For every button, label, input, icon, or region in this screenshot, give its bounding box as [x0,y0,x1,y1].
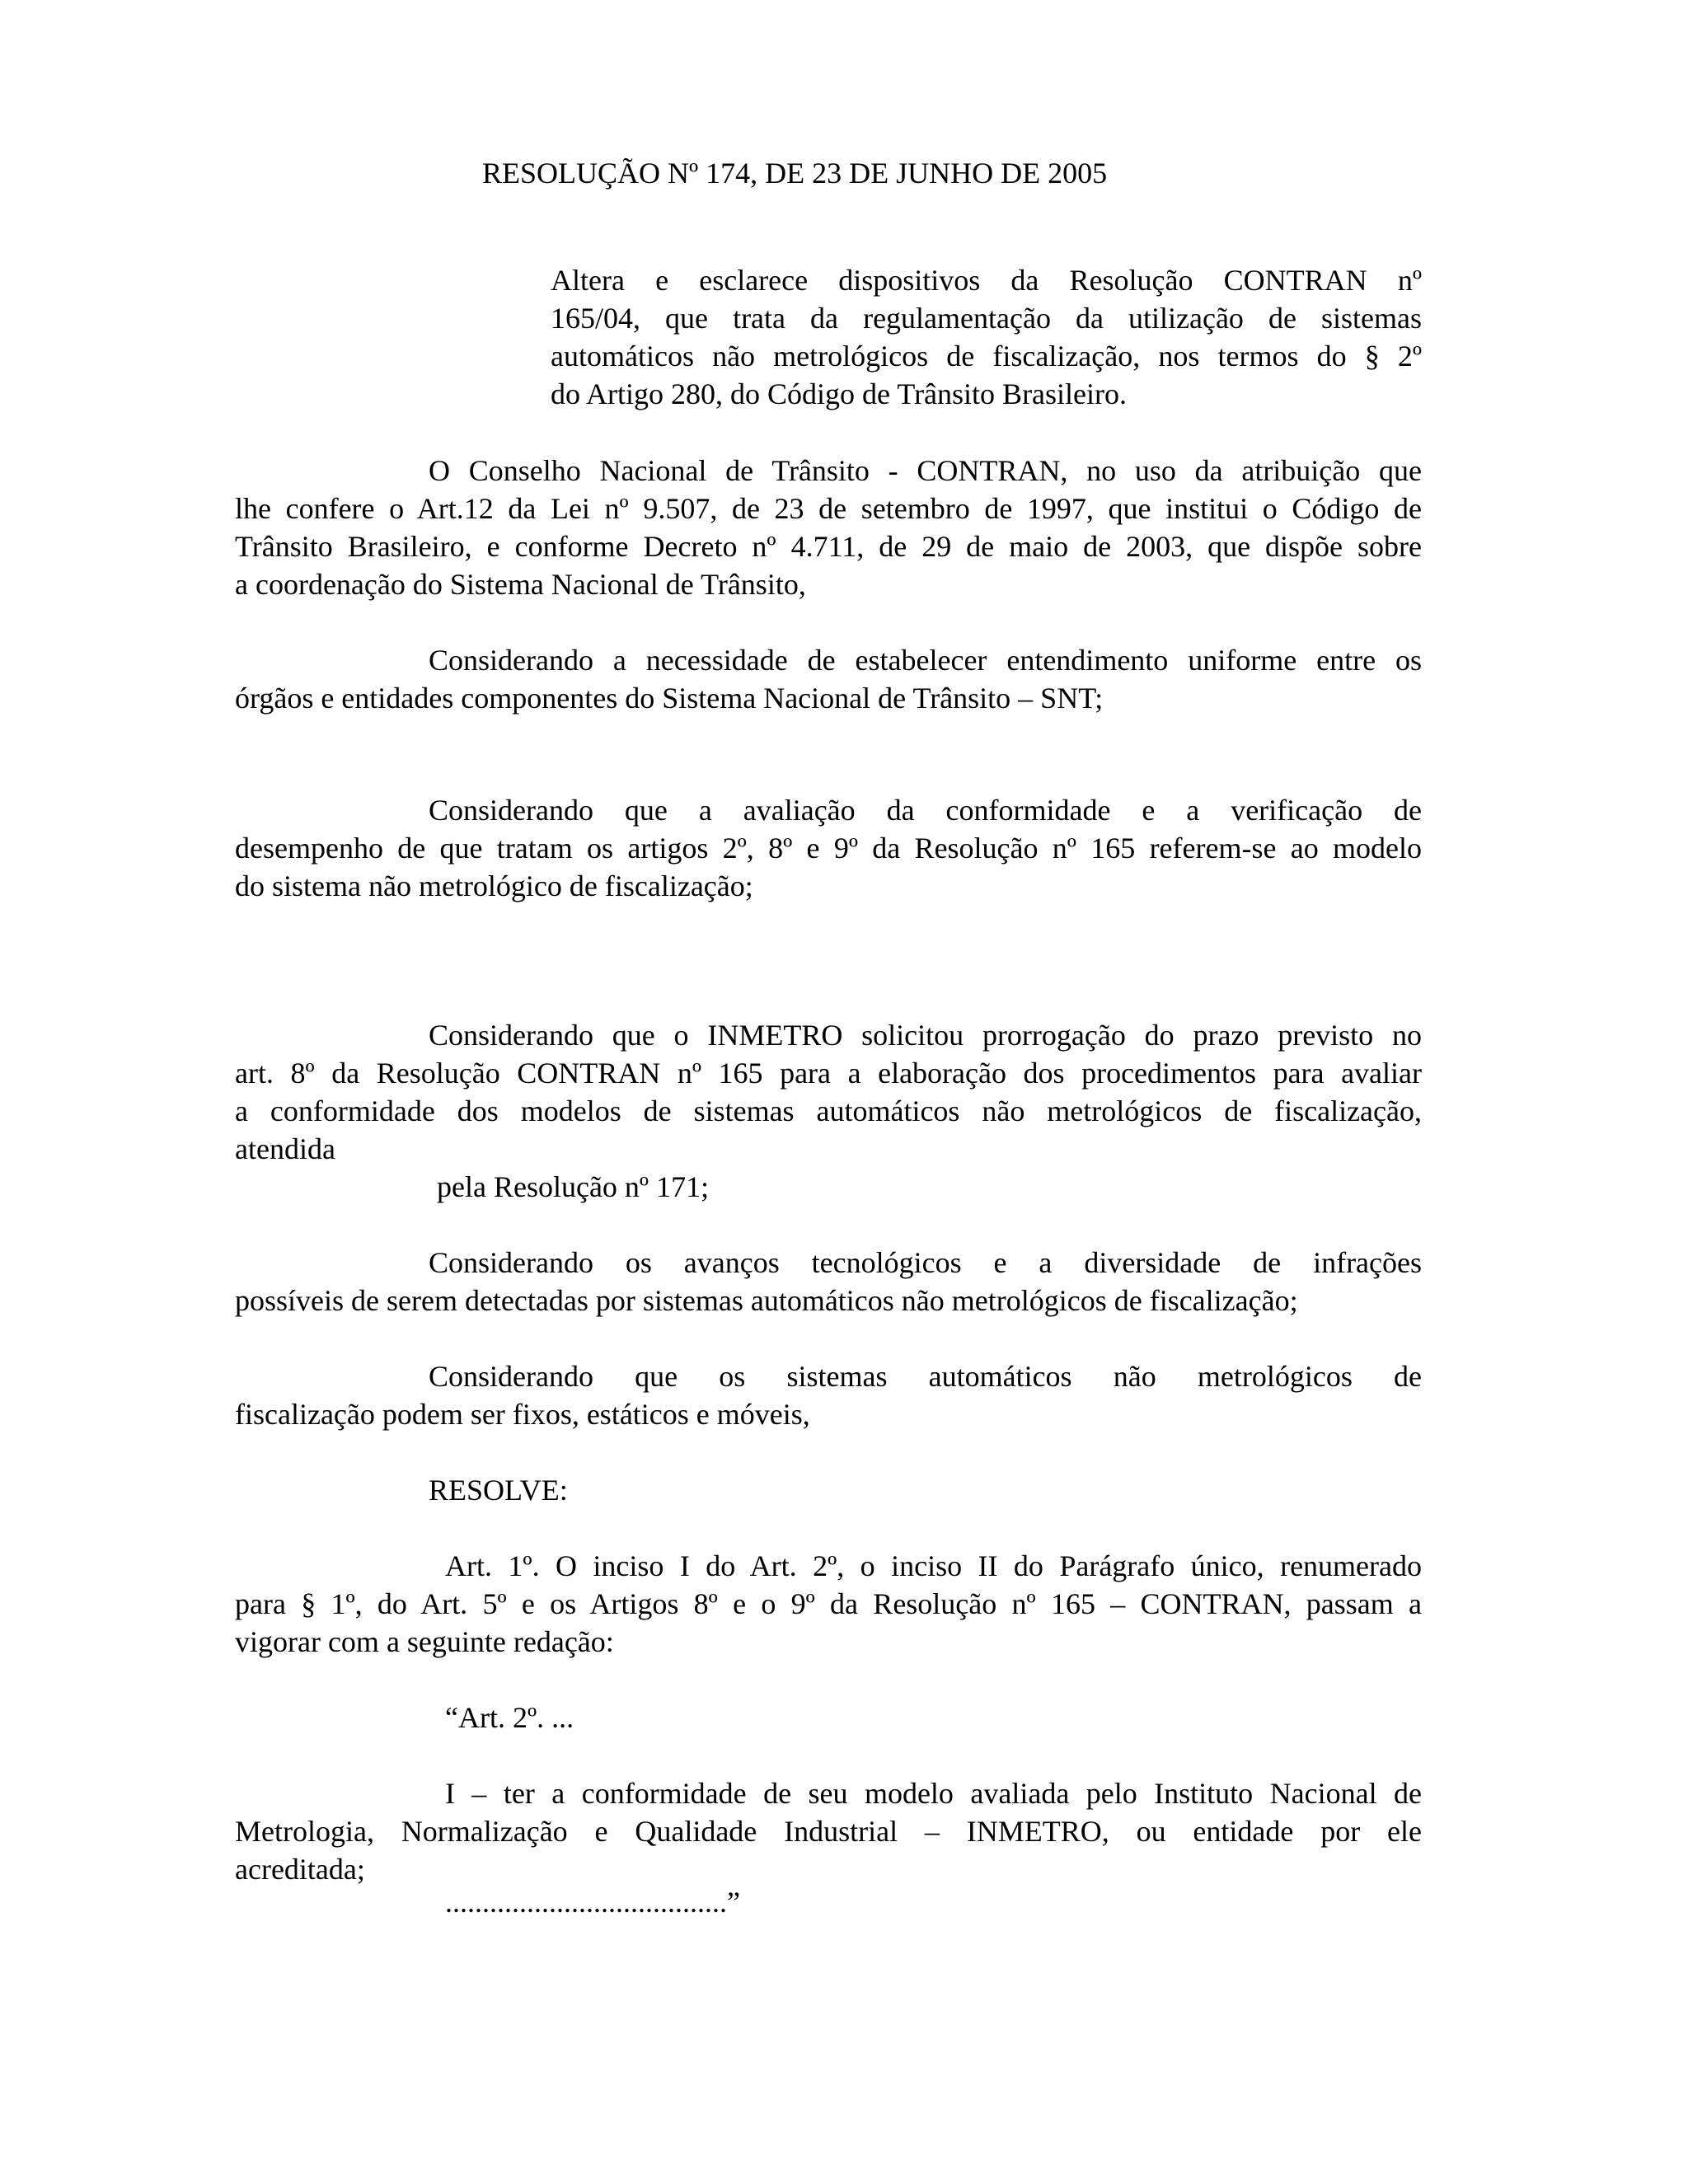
considerando-4-line-1: Considerando os avanços tecnológicos e a diversidade de infrações [429,1246,1422,1279]
considerando-2-line-3: do sistema não metrológico de fiscalização; [235,869,753,902]
considerando-2-line-2: desempenho de que tratam os artigos 2º, 8º e 9º da Resolução nº 165 referem-se ao modelo [235,832,1422,865]
preamble-line-1: O Conselho Nacional de Trânsito - CONTRAN, no uso da atribuição que [429,454,1422,487]
inciso-i-line-1: I – ter a conformidade de seu modelo avaliada pelo Instituto Nacional de [445,1777,1422,1810]
considerando-1-line-2: órgãos e entidades componentes do Sistema Nacional de Trânsito – SNT; [235,682,1104,715]
considerando-3-line-1: Considerando que o INMETRO solicitou prorrogação do prazo previsto no [429,1019,1422,1052]
considerando-3-line-2: art. 8º da Resolução CONTRAN nº 165 para a elaboração dos procedimentos para avaliar [235,1057,1422,1090]
art1-line-1: Art. 1º. O inciso I do Art. 2º, o inciso II do Parágrafo único, renumerado [445,1549,1422,1582]
art1-line-3: vigorar com a seguinte redação: [235,1625,614,1658]
art1-line-2: para § 1º, do Art. 5º e os Artigos 8º e o 9º da Resolução nº 165 – CONTRAN, passam a [235,1587,1422,1620]
preamble-line-2: lhe confere o Art.12 da Lei nº 9.507, de 23 de setembro de 1997, que institui o Código de [235,492,1422,525]
considerando-5-line-1: Considerando que os sistemas automáticos não metrológicos de [429,1360,1422,1393]
ementa-line-2: 165/04, que trata da regulamentação da utilização de sistemas [551,302,1422,335]
considerando-1-line-1: Considerando a necessidade de estabelecer entendimento uniforme entre os [429,644,1422,677]
ementa-line-3: automáticos não metrológicos de fiscalização, nos termos do § 2º [551,340,1422,373]
considerando-3-line-5: pela Resolução nº 171; [437,1170,710,1203]
inciso-i-line-2: Metrologia, Normalização e Qualidade Industrial – INMETRO, ou entidade por ele [235,1815,1422,1848]
considerando-3-line-3: a conformidade dos modelos de sistemas automáticos não metrológicos de fiscalização, [235,1094,1422,1127]
considerando-5-line-2: fiscalização podem ser fixos, estáticos e móveis, [235,1398,810,1431]
ementa-line-4: do Artigo 280, do Código de Trânsito Brasileiro. [551,377,1128,410]
considerando-2-line-1: Considerando que a avaliação da conformidade e a verificação de [429,794,1422,827]
preamble-line-4: a coordenação do Sistema Nacional de Trânsito, [235,568,806,601]
inciso-i-line-3: acreditada; [235,1853,365,1886]
considerando-3-line-4: atendida [235,1132,335,1165]
preamble-line-3: Trânsito Brasileiro, e conforme Decreto nº 4.711, de 29 de maio de 2003, que dispõe sobre [235,530,1422,563]
ellipsis-line: ......................................” [445,1886,740,1919]
resolve-heading: RESOLVE: [429,1474,568,1507]
considerando-4-line-2: possíveis de serem detectadas por sistemas automáticos não metrológicos de fiscalização; [235,1284,1298,1317]
ementa-line-1: Altera e esclarece dispositivos da Resolução CONTRAN nº [551,264,1422,297]
quote-art2: “Art. 2º. ... [445,1701,574,1734]
document-title: RESOLUÇÃO Nº 174, DE 23 DE JUNHO DE 2005 [482,157,1108,190]
